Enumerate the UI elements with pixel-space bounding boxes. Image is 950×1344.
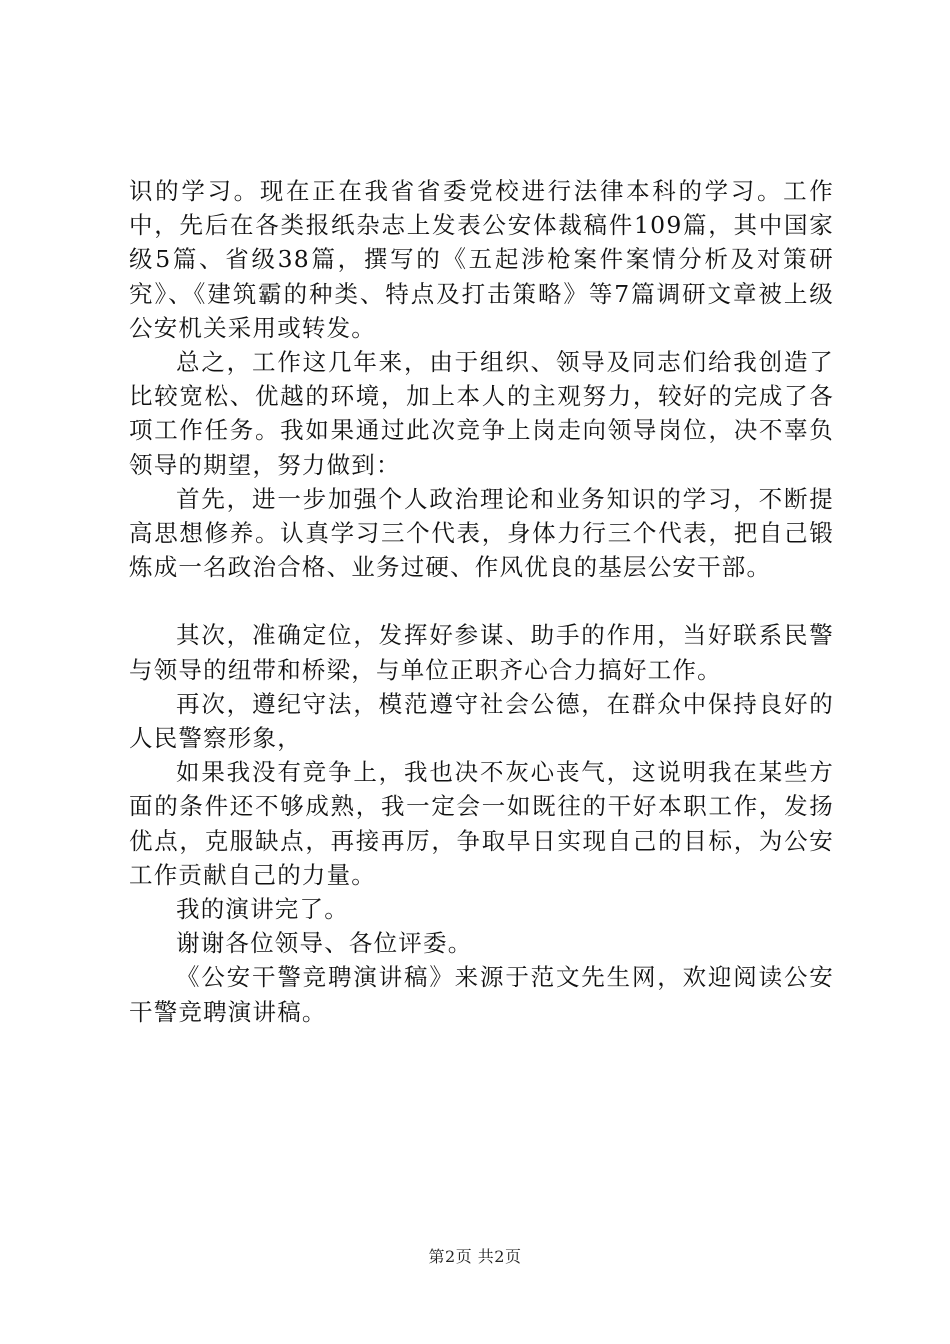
paragraph-summary: 总之，工作这几年来，由于组织、领导及同志们给我创造了比较宽松、优越的环境，加上本人的主观努力，较好的完成了各项工作任务。我如果通过此次竞争上岗走向领导岗位，决不辜负领导的期望，努力做到： [129,348,834,479]
paragraph-third: 再次，遵纪守法，模范遵守社会公德，在群众中保持良好的人民警察形象， [129,689,834,753]
paragraph-first: 首先，进一步加强个人政治理论和业务知识的学习，不断提高思想修养。认真学习三个代表，身体力行三个代表，把自己锻炼成一名政治合格、业务过硬、作风优良的基层公安干部。 [129,484,834,582]
paragraph-continuation: 识的学习。现在正在我省省委党校进行法律本科的学习。工作中，先后在各类报纸杂志上发表公安体裁稿件109篇，其中国家级5篇、省级38篇，撰写的《五起涉枪案件案情分析及对策研究》、《建筑霸的种类、特点及打击策略》等7篇调研文章被上级公安机关采用或转发。 [129,177,834,342]
paragraph-if-not-selected: 如果我没有竞争上，我也决不灰心丧气，这说明我在某些方面的条件还不够成熟，我一定会一如既往的干好本职工作，发扬优点，克服缺点，再接再厉，争取早日实现自己的目标，为公安工作贡献自己的力量。 [129,758,834,889]
page-number-footer: 第2页 共2页 [428,1247,522,1266]
paragraph-second: 其次，准确定位，发挥好参谋、助手的作用，当好联系民警与领导的纽带和桥梁，与单位正职齐心合力搞好工作。 [129,621,834,684]
paragraph-speech-end: 我的演讲完了。 [176,895,349,924]
paragraph-thanks: 谢谢各位领导、各位评委。 [176,929,473,958]
paragraph-source-note: 《公安干警竞聘演讲稿》来源于范文先生网，欢迎阅读公安干警竞聘演讲稿。 [129,963,834,1026]
document-body [129,174,834,1029]
